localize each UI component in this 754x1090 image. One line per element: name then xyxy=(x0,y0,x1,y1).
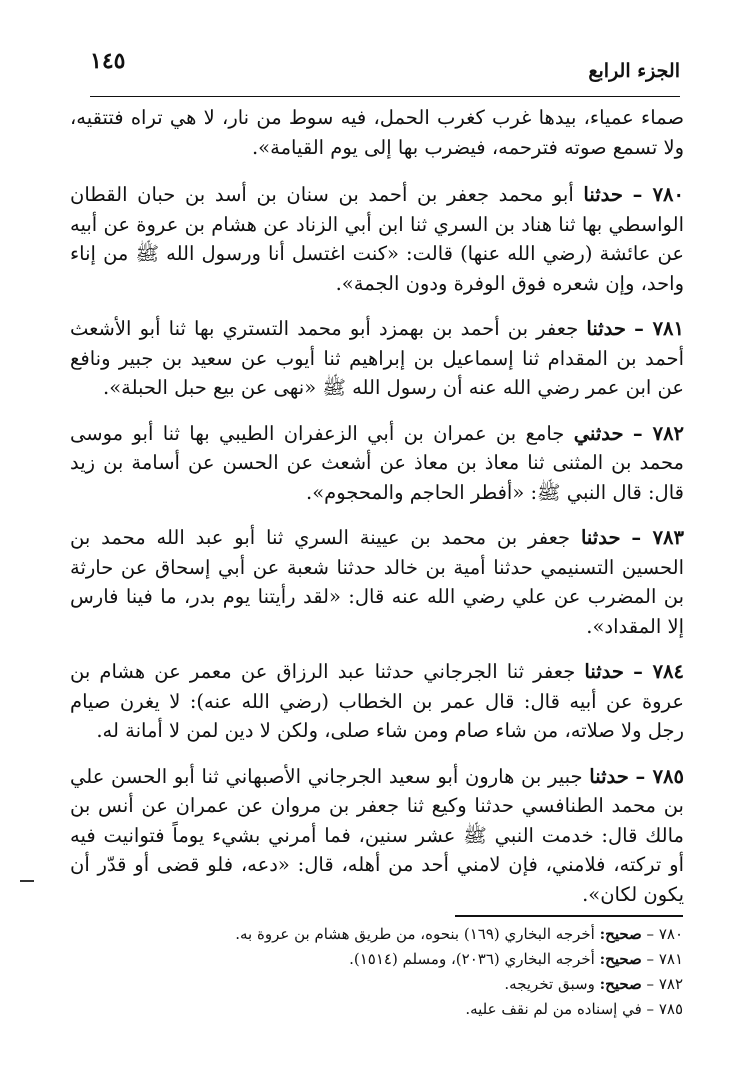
hadith-783 xyxy=(70,523,684,641)
hadith-number: ٧٨٠ – xyxy=(632,183,684,206)
footnote-grade: صحيح: xyxy=(599,950,642,968)
footnote-number: ٧٨٠ – xyxy=(646,925,683,943)
hadith-lead: حدثني xyxy=(573,421,624,445)
hadith-number: ٧٨١ – xyxy=(634,317,684,340)
hadith-text: جعفر ثنا الجرجاني حدثنا عبد الرزاق عن معمر عن هشام بن عروة عن أبيه قال: قال عمر بن الخطاب (رضي الله عنه): لا يغرن صيام رجل ولا صلاته، من شاء صام ومن شاء صلى، ولكن لا دين لمن لا أمانة له. xyxy=(70,660,684,742)
hadith-text: جعفر بن محمد بن عيينة السري ثنا أبو عبد الله محمد بن الحسين التسنيمي حدثنا أمية بن خالد حدثنا شعبة عن أبي إسحاق عن حارثة بن المضرب عن علي رضي الله عنه قال: «لقد رأيتنا يوم بدر، ما فينا فارس إلا المقداد». xyxy=(70,526,684,638)
hadith-lead: حدثنا xyxy=(589,764,629,788)
hadith-text: جعفر بن أحمد بن بهمزد أبو محمد التستري بها ثنا أبو الأشعث أحمد بن المقدام ثنا إسماعيل بن إبراهيم ثنا أيوب عن سعيد بن جبير ونافع عن ابن عمر رضي الله عنه أن رسول الله ﷺ «نهى عن بيع حبل الحبلة». xyxy=(70,317,684,399)
hadith-text: جامع بن عمران بن أبي الزعفران الطيبي بها ثنا أبو موسى محمد بن المثنى ثنا معاذ بن معاذ عن أشعث عن الحسن عن أسامة بن زيد قال: قال النبي ﷺ: «أفطر الحاجم والمحجوم». xyxy=(70,421,684,504)
hadith-text: أبو محمد جعفر بن أحمد بن سنان بن أسد بن حبان القطان الواسطي بها ثنا هناد بن السري ثنا ابن أبي الزناد عن هشام بن عروة عن أبيه عن عائشة (رضي الله عنها) قالت: «كنت اغتسل أنا ورسول الله ﷺ من إناء واحد، وإن شعره فوق الوفرة ودون الجمة». xyxy=(70,183,684,295)
footnote-number: ٧٨١ – xyxy=(646,950,683,968)
paragraph-text: صماء عمياء، بيدها غرب كغرب الحمل، فيه سوط من نار، لا هي تراه فتتقيه، ولا تسمع صوته فترحمه، فيضرب بها إلى يوم القيامة». xyxy=(70,106,684,159)
hadith-781 xyxy=(70,314,684,403)
running-title: الجزء الرابع xyxy=(588,60,680,82)
footnotes xyxy=(120,922,683,1022)
hadith-784 xyxy=(70,657,684,746)
margin-mark xyxy=(20,880,34,882)
hadith-lead: حدثنا xyxy=(586,317,626,340)
hadith-785 xyxy=(70,762,684,910)
page-number: ١٤٥ xyxy=(90,48,126,74)
hadith-number: ٧٨٥ – xyxy=(635,764,684,788)
footnote-grade: صحيح: xyxy=(599,925,642,943)
footnote-781 xyxy=(120,947,683,972)
footnote-divider xyxy=(455,915,683,917)
footnote-text: في إسناده من لم نقف عليه. xyxy=(465,1000,642,1018)
hadith-number: ٧٨٣ – xyxy=(631,526,684,549)
footnote-number: ٧٨٥ – xyxy=(646,1000,683,1018)
hadith-text: جبير بن هارون أبو سعيد الجرجاني الأصبهاني ثنا أبو الحسن علي بن محمد الطنافسي حدثنا وكيع ثنا جعفر بن مروان عن عمران عن أنس بن مالك قال: خدمت النبي ﷺ عشر سنين، فما أمرني بشيء يوماً فتوانيت فيه أو تركته، فلامني، فإن لامني أحد من أهله، قال: «دعه، فلو قضى أو قدّر أن يكون لكان». xyxy=(70,764,684,906)
page-header xyxy=(90,40,680,97)
paragraph-continuation xyxy=(70,103,684,162)
footnote-785 xyxy=(120,997,683,1022)
hadith-number: ٧٨٢ – xyxy=(632,421,685,445)
hadith-number: ٧٨٤ – xyxy=(633,660,684,683)
footnote-780 xyxy=(120,922,683,947)
body-text xyxy=(70,103,684,925)
hadith-780 xyxy=(70,180,684,298)
footnote-782 xyxy=(120,972,683,997)
footnote-text: وسبق تخريجه. xyxy=(504,975,595,993)
hadith-lead: حدثنا xyxy=(580,526,621,549)
footnote-grade: صحيح: xyxy=(599,975,642,993)
hadith-lead: حدثنا xyxy=(583,183,623,206)
footnote-text: أخرجه البخاري (٢٠٣٦)، ومسلم (١٥١٤). xyxy=(349,950,595,968)
footnote-text: أخرجه البخاري (١٦٩) بنحوه، من طريق هشام بن عروة به. xyxy=(235,925,595,943)
hadith-782 xyxy=(70,419,684,508)
hadith-lead: حدثنا xyxy=(584,660,624,683)
footnote-number: ٧٨٢ – xyxy=(646,975,683,993)
